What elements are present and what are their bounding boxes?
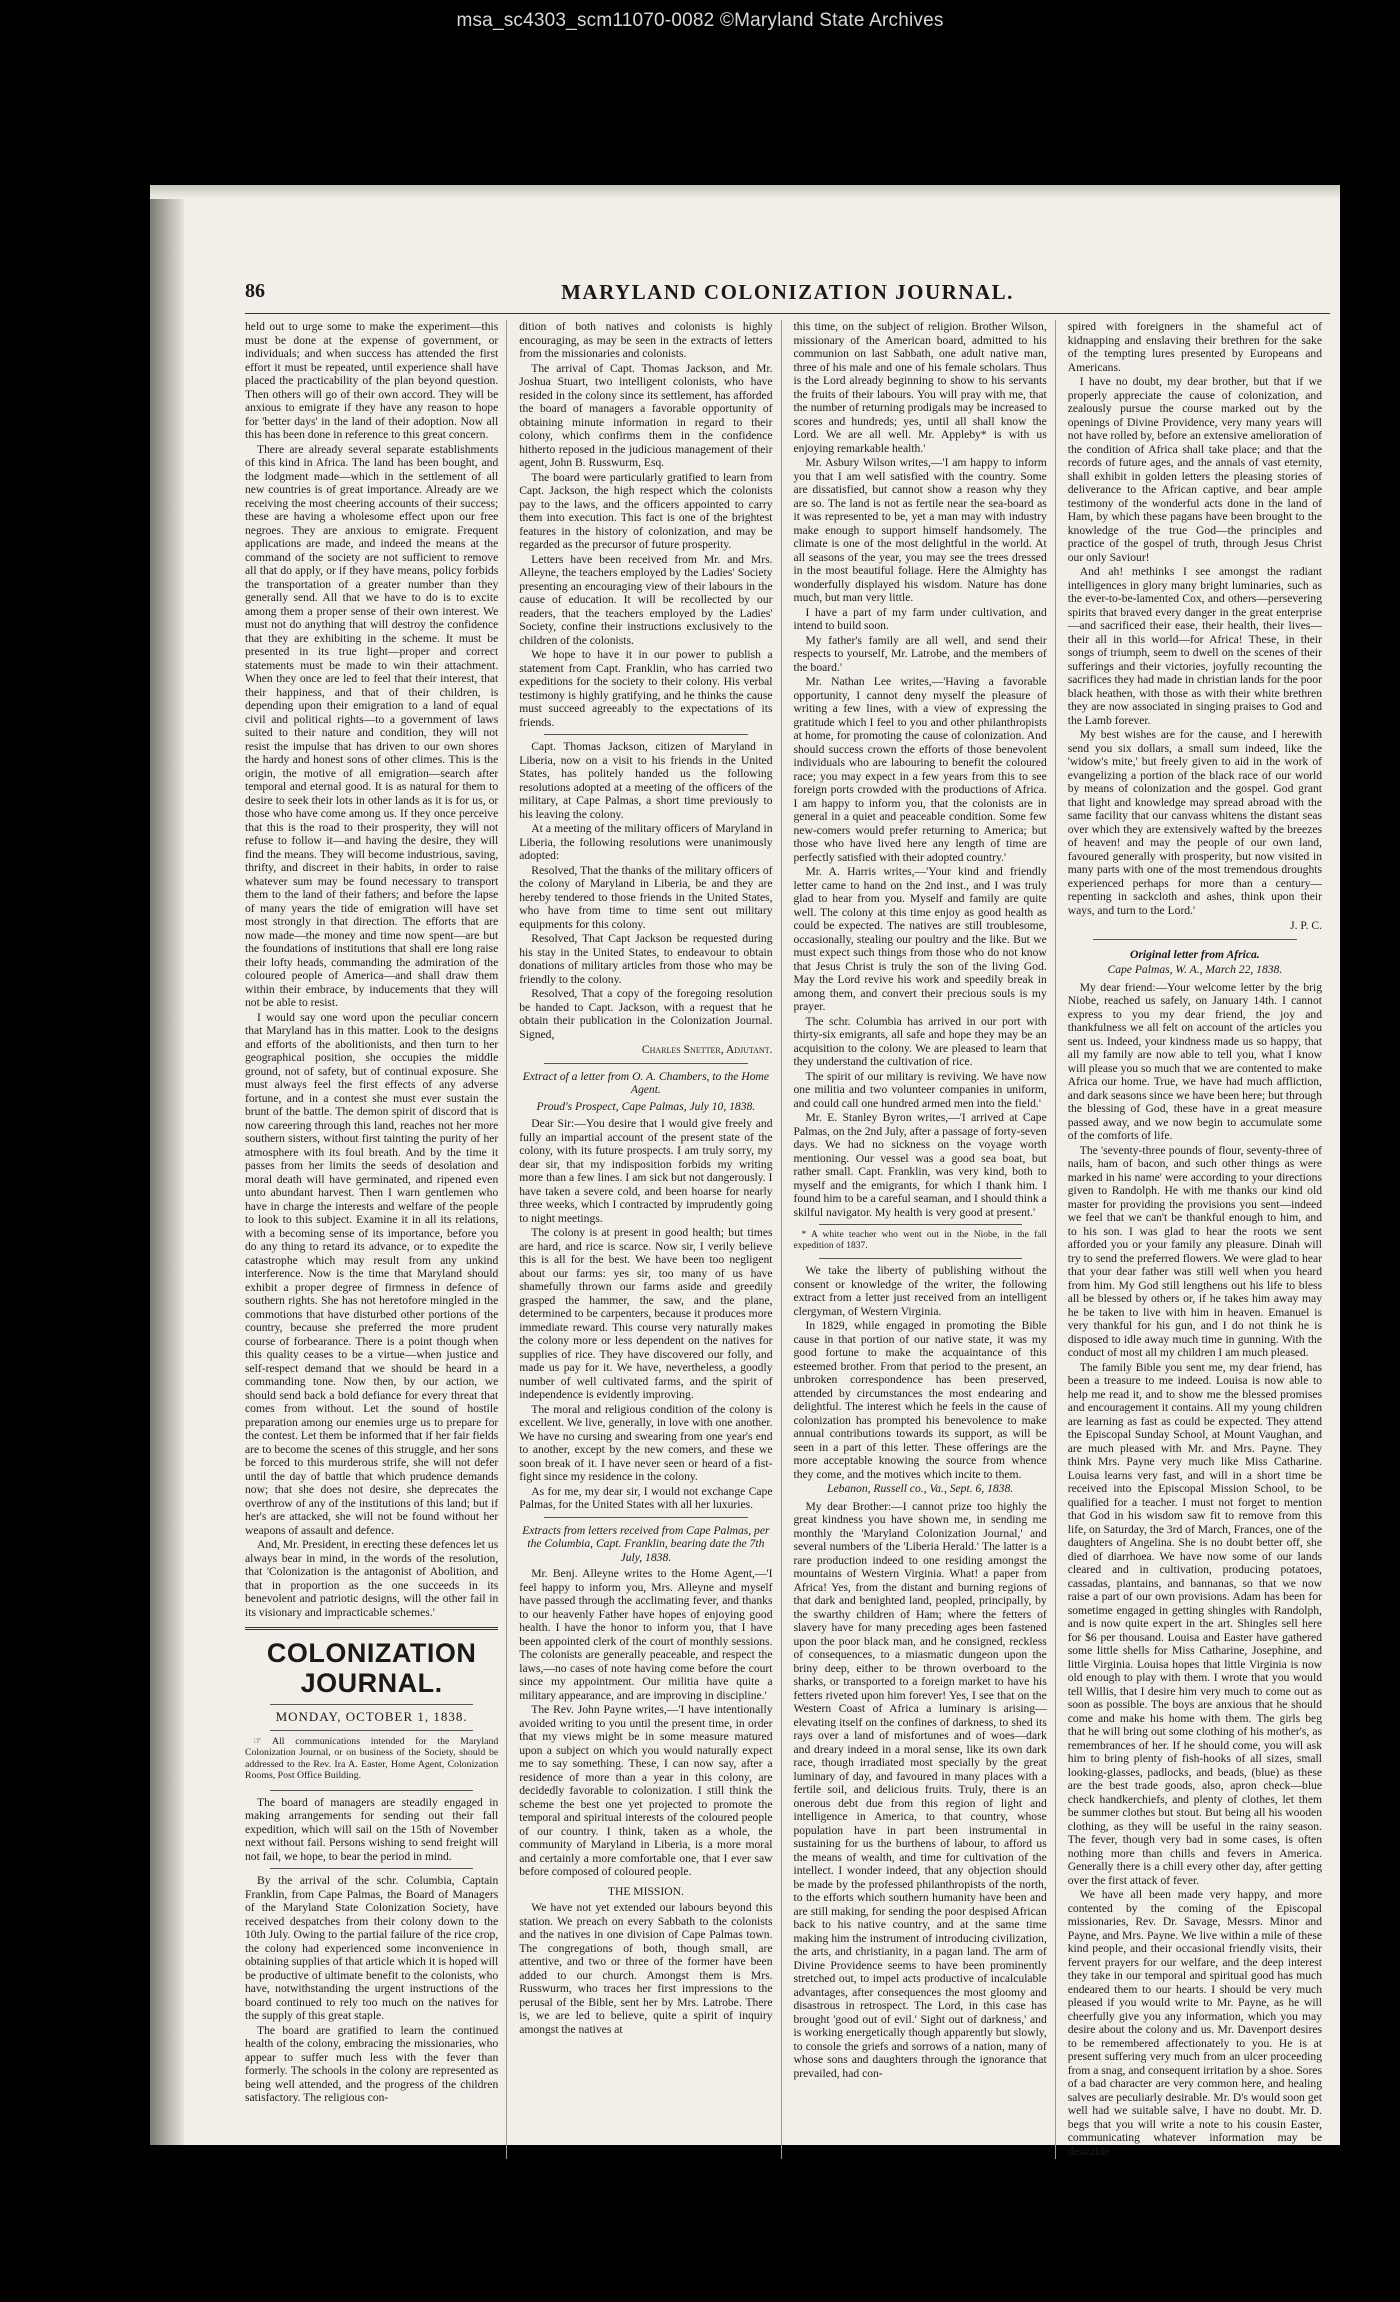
paragraph: Mr. Asbury Wilson writes,—'I am happy to inform you that I am well satisfied with the country. Some are dissatisfied, but cannot show a reason why they are so. The land is not as fertile near the sea-board as it was represented to be, yet a man may with industry make enough to support himself handsomely. The climate is one of the most delightful in the world. At all seasons of the year, you may see the trees dressed in the most beautiful foliage. Here the Almighty has wonderfully displayed his wisdom. Nature has done much, but man very little.	[793, 456, 1047, 604]
column-4	[1068, 320, 1330, 2159]
running-head	[245, 280, 1330, 310]
paragraph: There are already several separate establishments of this kind in Africa. The land has been bought, and the lodgment made—which in the settlement of all new countries is of great importance. Already are we receiving the most cheering accounts of their success; these are having a wholesome effect upon our free negroes. They are anxious to emigrate. Frequent applications are made, and indeed the means at the command of the society are not sufficient to remove all that do apply, or if they have means, policy forbids the transportation of a greater number than they generally send. All that we have to do is to excite among them a proper sense of their own interest. We must not do anything that will destroy the confidence that they are exhibiting in the scheme. It must be presented in its true light—proper and correct statements must be made to win their attachment. When they once are led to feel that their interest, that their happiness, and that of their children, is depending upon their emigration to a land of equal civil and political rights—to a government of laws suited to their nature and condition, they will not resist the impulse that has driven to our own shores the hardy and honest sons of other climes. This is the origin, the motive of all emigration—search after temporal and eternal good. It is as natural for them to desire to seek their lots in other lands as it is for us, or those who have come among us. If they once perceive that this is the road to their prosperity, they will not refuse to follow it—and having the desire, they will find the means. They will become industrious, saving, thrifty, and discreet in their habits, in order to raise whatever sum may be found necessary to transport them to the land of their fathers; and before the lapse of many years the tide of emigration will have set most strongly in that direction. The efforts that are now made—the money and time now spent—are but the foundations of institutions that shall ere long raise their lofty heads, commanding the admiration of the coloured people of America—and shall draw them within their embrace, by inducements that they will not be able to resist.	[245, 442, 499, 1009]
column-2	[519, 320, 781, 2159]
paragraph: My dear friend:—Your welcome letter by the brig Niobe, reached us safely, on January 14th. I cannot express to you my dear friend, the joy and thankfulness we all felt on account of the articles you sent us. Indeed, your kindness made us so happy, that all my family are now able to tell you, what I know will please you so much that we are contented to make Africa our home. True, we have had much affliction, and dark seasons since we have been here; but through the blessing of God, these have in a great measure passed away, and we now begin to accumulate some of the comforts of life.	[1067, 980, 1322, 1142]
paragraph: Mr. E. Stanley Byron writes,—'I arrived at Cape Palmas, on the 2nd July, after a passage of forty-seven days. We had no sickness on the voyage worth mentioning. Our vessel was a good sea boat, but rather small. Capt. Franklin, was very kind, both to myself and the emigrants, for which I thank him. I found him to be a careful seaman, and I should think a skilful navigator. My health is very good at present.'	[793, 1111, 1047, 1219]
paragraph: The schr. Columbia has arrived in our port with thirty-six emigrants, all safe and hope they may be an acquisition to the colony. We are pleased to learn that they understand the cultivation of rice.	[793, 1014, 1047, 1068]
article-heading: Original letter from Africa.	[1130, 947, 1260, 961]
page-edge	[150, 185, 1340, 199]
section-heading: THE MISSION.	[607, 1884, 684, 1898]
paragraph: Dear Sir:—You desire that I would give freely and fully an impartial account of the present state of the colony, with its future prospects. I am truly sorry, my dear sir, that my indisposition forbids my writing more than a few lines. I am sick but not dangerously. I have taken a severe cold, and been hoarse for nearly three weeks, which I contracted by imprudently going to night meetings.	[519, 1117, 773, 1225]
divider	[270, 1730, 473, 1731]
paragraph: Mr. A. Harris writes,—'Your kind and friendly letter came to hand on the 2nd inst., and I was truly glad to hear from you. Myself and family are quite well. The colony at this time enjoy as good health as could be expected. The natives are still troublesome, occasionally, stealing our poultry and the like. But we must expect such things from those who do not know that Jesus Christ is truly the son of the living God. May the Lord revive his work and speedily break in among them, and convert their precious souls is my prayer.	[793, 865, 1047, 1013]
page-number: 86	[245, 280, 265, 302]
paragraph: The spirit of our military is reviving. We have now one militia and two volunteer companies in uniform, and could call one hundred armed men into the field.'	[793, 1069, 1047, 1110]
paragraph: Capt. Thomas Jackson, citizen of Maryland in Liberia, now on a visit to his friends in the United States, has politely handed us the following resolutions adopted at a meeting of the officers of the military, at Cape Palmas, a short time previously to his leaving the colony.	[519, 740, 773, 821]
paragraph: We have all been made very happy, and more contented by the coming of the Episcopal missionaries, Rev. Dr. Savage, Messrs. Minor and Payne, and Mrs. Payne. We live within a mile of these kind people, and their occasional friendly visits, their fervent prayers for our welfare, and the deep interest they take in our temporal and spiritual good has much endeared them to our hearts. I should be very much pleased if you would write to Mr. Payne, as he will cheerfully give you any information, which you may desire about the colony and us. Mr. Davenport desires to be remembered affectionately to you. He is at present suffering very much from an ulcer proceeding from a snag, and consequent irritation by a shoe. Sores of a bad character are very common here, and healing salves are peculiarly desirable. Mr. D's would soon get well had we suitable salve, I have no doubt. Mr. D. begs that you will write a note to his cousin Easter, communicating whatever information may be desirable	[1067, 1888, 1322, 2158]
paragraph: The board are gratified to learn the continued health of the colony, embracing the missionaries, who appear to suffer much less with the fever than formerly. The schools in the colony are represented as being well attended, and the progress of the children satisfactory. The religious con-	[245, 2023, 499, 2104]
paragraph: Resolved, That Capt Jackson be requested during his stay in the United States, to endeavour to obtain donations of military articles from those who may be friendly to the colony.	[519, 932, 773, 986]
paragraph: My best wishes are for the cause, and I herewith send you six dollars, a small sum indeed, like the 'widow's mite,' but freely given to aid in the work of evangelizing a portion of the black race of our world by means of colonization and the gospel. God grant that light and knowledge may spread abroad with the same facility that our canvass whitens the distant seas over which they are extensively wafted by the breezes of heaven! and may the people of our own land, favoured generally with prosperity, but now visited in many parts with one of the most tremendous droughts experienced perhaps for more than a century—repenting in sackcloth and ashes, think upon their ways, and turn to the Lord.'	[1067, 728, 1322, 917]
paragraph: I would say one word upon the peculiar concern that Maryland has in this matter. Look to the designs and efforts of the abolitionists, and then turn to her geographical position, she occupies the middle ground, not of safety, but of continual exposure. She must always feel the first effects of any adverse fortune, and in a contest she must ever sustain the brunt of the battle. The demon spirit of discord that is now careering through this land, reaches not her more southern sisters, without first tainting the purity of her atmosphere with its foul breath. And by the time it passes from her limits the seeds of desolation and moral death will have germinated, and ripened even unto abundant harvest. Then I warn gentlemen who have in charge the interests and welfare of the people to look to this subject. Examine it in all its relations, with a becoming sense of its importance, before you do any thing to retard its advance, or to expedite the catastrophe which may result from any unkind interference. Now is the time that Maryland should exhibit a proper degree of firmness in defence of southern rights. She has not heretofore mingled in the commotions that have disturbed other portions of the country, because she preferred the more prudent course of forbearance. There is a point though when this quality ceases to be a virtue—when justice and self-respect demand that we should be heard in a commanding tone. Now then, by our action, we should send back a bold defiance for every threat that comes from without. Let the sound of hostile preparation among our enemies urge us to prepare for the contest. Let them be informed that if her fair fields are to become the scenes of this struggle, and her sons be forced to this murderous strife, she will not defer until the day of battle that which prudence demands now; that she does not desire, she deprecates the overthrow of any of the institutions of this land; but if her's are attacked, she will not be found without her weapons of assault and defence.	[245, 1010, 499, 1537]
divider	[819, 1224, 1022, 1225]
article-heading: Extract of a letter from O. A. Chambers, to the Home Agent.	[522, 1069, 770, 1096]
paragraph: spired with foreigners in the shameful act of kidnapping and enslaving their brethren for the sake of the tempting lures presented by Europeans and Americans.	[1067, 320, 1322, 374]
divider	[819, 1258, 1022, 1259]
column-3	[794, 320, 1056, 2159]
scan-background	[0, 0, 150, 2302]
divider	[270, 1868, 473, 1869]
dateline: Proud's Prospect, Cape Palmas, July 10, 1838.	[536, 1099, 756, 1113]
notice: ☞ All communications intended for the Maryland Colonization Journal, or on business of the Society, should be addressed to the Rev. Ira A. Easter, Home Agent, Colonization Rooms, Post Office Building.	[245, 1735, 499, 1781]
article-heading: Extracts from letters received from Cape Palmas, per the Columbia, Capt. Franklin, bearing date the 7th July, 1838.	[522, 1523, 770, 1564]
dateline: Lebanon, Russell co., Va., Sept. 6, 1838.	[827, 1482, 1014, 1495]
paragraph: Letters have been received from Mr. and Mrs. Alleyne, the teachers employed by the Ladies' Society presenting an encouraging view of their labours in the cause of education. It will be recollected by our readers, that the teachers employed by the Ladies' Society, confine their instructions exclusively to the children of the colonists.	[519, 552, 773, 647]
paragraph: As for me, my dear sir, I would not exchange Cape Palmas, for the United States with all her luxuries.	[519, 1484, 773, 1511]
paragraph: The moral and religious condition of the colony is excellent. We live, generally, in love with one another. We have no cursing and swearing from one year's end to another, except by the new comers, and these we soon break of it. I have never seen or heard of a fist-fight since my residence in the colony.	[519, 1402, 773, 1483]
paragraph: And ah! methinks I see amongst the radiant intelligences in glory many bright luminaries, such as the ever-to-be-lamented Cox, and others—persevering spirits that braved every danger in the great enterprise—and sacrificed their ease, their health, their lives—their all in this world—for Africa! These, in their songs of triumph, seem to dwell on the scenes of their sufferings and their victories, joyfully recounting the sacrifices they had made in christian lands for the poor black heathen, with those as with their white brethren they are now associated in singing praises to God and the Lamb forever.	[1067, 565, 1322, 727]
paragraph: The colony is at present in good health; but times are hard, and rice is scarce. Now sir, I verily believe this is all for the best. We have been too negligent about our farms: yes sir, too many of us have shamefully thrown our farms aside and greedily grasped the hammer, the saw, and the plane, determined to be carpenters, because it produces more immediate reward. This course very naturally makes the colony more or less dependent on the natives for supplies of rice. They have discovered our folly, and made us pay for it. We have, nevertheless, a goodly number of well cultivated farms, and the spirit of independence is evidently improving.	[519, 1226, 773, 1401]
divider	[270, 1704, 473, 1705]
paragraph: At a meeting of the military officers of Maryland in Liberia, the following resolutions were unanimously adopted:	[519, 822, 773, 862]
section-divider	[245, 1627, 498, 1630]
journal-page	[150, 185, 1340, 2158]
paragraph: The board were particularly gratified to learn from Capt. Jackson, the high respect which the colonists pay to the laws, and the officers appointed to carry them into execution. This fact is one of the brightest features in the history of colonization, and may be regarded as the precursor of future prosperity.	[519, 470, 773, 551]
masthead: COLONIZATION JOURNAL.	[266, 1638, 477, 1698]
paragraph: By the arrival of the schr. Columbia, Captain Franklin, from Cape Palmas, the Board of Managers of the Maryland State Colonization Society, have received despatches from their colony down to the 10th July. Owing to the partial failure of the rice crop, the colony had experienced some inconvenience in obtaining supplies of that article which it is hoped will be productive of ultimate benefit to the colonists, who have, notwithstanding the urgent instructions of the board continued to rely too much on the natives for the supply of this great staple.	[245, 1874, 499, 2022]
divider	[544, 1063, 747, 1064]
journal-title: MARYLAND COLONIZATION JOURNAL.	[561, 280, 1014, 304]
divider	[544, 734, 747, 735]
paragraph: Mr. Nathan Lee writes,—'Having a favorable opportunity, I cannot deny myself the pleasure of writing a few lines, with a view of expressing the gratitude which I feel to you and other philanthropists at home, for promoting the cause of colonization. And should success crown the efforts of those benevolent individuals who are labouring to benefit the coloured race; you may expect in a few years from this to see foreign ports crowded with the productions of Africa. I am happy to inform you, that the colonists are in general in a quiet and peaceable condition. Some few new-comers would prefer returning to America; but those who have lived here any length of time are perfectly satisfied with their adopted country.'	[793, 675, 1047, 864]
column-1	[245, 320, 507, 2159]
paragraph: We hope to have it in our power to publish a statement from Capt. Franklin, who has carried two expeditions for the society to their colony. His verbal testimony is highly gratifying, and he thinks the cause must succeed agreeably to the expectations of its friends.	[519, 648, 773, 729]
paragraph: this time, on the subject of religion. Brother Wilson, missionary of the American board, admitted to his communion on last Sabbath, one adult native man, three of his male and one of his female scholars. Thus is the Lord already beginning to show to his servants the fruits of their labours. You will pray with me, that the number of returning prodigals may be increased to scores and hundreds; yes, until all shall know the Lord. We are all well. Mr. Appleby* is with us enjoying remarkable health.'	[793, 320, 1047, 455]
article-columns	[245, 320, 1330, 2158]
paragraph: The board of managers are steadily engaged in making arrangements for sending out their fall expedition, which will sail on the 15th of November next without fail. Persons wishing to send freight will not fail, we hope, to bear the period in mind.	[245, 1795, 499, 1863]
paragraph: Resolved, That the thanks of the military officers of the colony of Maryland in Liberia, be and they are hereby tendered to those friends in the United States, who have from time to time sent out military equipments for this colony.	[519, 863, 773, 931]
signature: J. P. C.	[1290, 919, 1322, 932]
paragraph: And, Mr. President, in erecting these defences let us always bear in mind, in the words of the resolution, that 'Colonization is the antagonist of Abolition, and that in proportion as the one succeeds in its benevolent and patriotic designs, will the other fail in its visionary and impracticable schemes.'	[245, 1538, 499, 1619]
divider	[1093, 939, 1297, 940]
divider	[270, 1790, 473, 1791]
paragraph: We take the liberty of publishing without the consent or knowledge of the writer, the following extract from a letter just received from an intelligent clergyman, of Western Virginia.	[793, 1264, 1047, 1318]
paragraph: We have not yet extended our labours beyond this station. We preach on every Sabbath to the colonists and the natives in one division of Cape Palmas town. The congregations of both, though small, are attentive, and two or three of the former have been added to our church. Amongst them is Mrs. Russwurm, who traces her first impressions to the perusal of the Bible, sent her by Mrs. Latrobe. There is, we are led to believe, quite a spirit of inquiry amongst the natives at	[519, 1901, 773, 2036]
archive-header: msa_sc4303_scm11070-0082 ©Maryland State Archives	[456, 10, 944, 31]
paragraph: Mr. Benj. Alleyne writes to the Home Agent,—'I feel happy to inform you, Mrs. Alleyne and myself have passed through the acclimating fever, and thanks to our heavenly Father have hopes of enjoying good health. I have the honor to inform you, that I have been appointed clerk of the court of monthly sessions. The colonists are generally peaceable, and respect the laws,—no cases of note having come before the court since my appointment. Our militia have quite a military appearance, and are improving in discipline.'	[519, 1567, 773, 1702]
paragraph: My father's family are all well, and send their respects to yourself, Mr. Latrobe, and the members of the board.'	[793, 633, 1047, 674]
paragraph: I have a part of my farm under cultivation, and intend to build soon.	[793, 605, 1047, 632]
paragraph: The family Bible you sent me, my dear friend, has been a treasure to me indeed. Louisa is now able to help me read it, and to show me the blessed promises and encouragement it contains. All my young children are learning as fast as could be expected. They attend the Episcopal Sunday School, at Mount Vaughan, and are much pleased with Mr. and Mrs. Payne. They think Mrs. Payne very much like Miss Catharine. Louisa learns very fast, and will in a short time be received into the Episcopal Mission School, to be qualified for a teacher. I must not forget to mention that God in his wisdom saw fit to remove from this life, on Saturday, the 3rd of March, Frances, one of the daughters of Angelina. She is no doubt better off, she died of diarrhoea. We have now some of our lands cleared and in cultivation, producing potatoes, cassadas, plantains, and bannanas, so that we now raise a part of our own provisions. Adam has been for sometime engaged in getting shingles with Randolph, and is now quite expert in the art. Shingles sell here for $6 per thousand. Louisa and Easter have gathered some little shells for Miss Catharine, Josephine, and little Virginia. Louisa hopes that little Virginia is now old enough to play with them. I wrote that you would tell Willis, that I desire him very much to come out as soon as possible. The boys are anxious that he should come and make his home with them. The girls beg that he will bring out some clothing of his mother's, as remembrances of her. If he should come, you will ask him to bring plenty of fish-hooks of all sizes, small looking-glasses, padlocks, and beads, (blue) as these are the best trade goods, also, apron check—blue check handkerchiefs, and plenty of clothes, let them be summer clothes but stout. But being all his wooden clothing, as they will be useful in the rainy season. The fever, though very bad in some cases, is often nothing more than chills and fevers in America. Generally there is a chill every other day, after getting over the first attack of fever.	[1067, 1360, 1322, 1887]
paragraph: The Rev. John Payne writes,—'I have intentionally avoided writing to you until the present time, in order that my views might be in some measure matured upon a subject on which you would naturally expect me to say something. These, I can now say, after a residence of more than a year in this colony, are decidedly favorable to colonization. I still think the scheme the best one yet projected to promote the temporal and spiritual interests of the coloured people of our country. I think, taken as a whole, the community of Maryland in Liberia, is a more moral and certainly a more comfortable one, that I ever saw before composed of coloured people.	[519, 1703, 773, 1878]
paragraph: held out to urge some to make the experiment—this must be done at the expense of government, or individuals; and when success has attended the first effort it must be repeated, until experience shall have placed the practicability of the plan beyond question. Then others will go of their own accord. They will be anxious to emigrate if they have any reason to hope for 'better days' in the land of their adoption. Now all this has been done in reference to this great concern.	[245, 320, 499, 441]
page-binding-gutter	[150, 185, 184, 2145]
paragraph: The 'seventy-three pounds of flour, seventy-three of nails, ham of bacon, and such other things as were marked in his name' were according to your directions given to Randolph. He with me thanks our kind old master for providing the provisions you sent—indeed we feel that we can't be thankful enough to him, and to his son. I was glad to hear the roots we sent afforded you or your family any pleasure. Dinah will try to send the preferred flowers. We were glad to hear that your dear father was still well when you heard from him. My God still lengthens out his life to bless all be blessed by others or, if he takes him away may he be taken to live with him in heaven. Emanuel is very thankful for his gun, and I do not think he is disposed to idle away much time in gunning. With the conduct of most all my children I am much pleased.	[1067, 1143, 1322, 1359]
header-rule	[245, 313, 1330, 314]
paragraph: In 1829, while engaged in promoting the Bible cause in that portion of our native state, it was my good fortune to make the acquaintance of this esteemed brother. From that period to the present, an unbroken correspondence has been preserved, attended by circumstances the most endearing and delightful. The interest which he feels in the cause of colonization has prompted his benevolence to make annual contributions towards its support, as will be seen in a part of this letter. These offerings are the more acceptable knowing the source from whence they come, and the motives which incite to them.	[793, 1319, 1047, 1481]
divider	[544, 1517, 747, 1518]
paragraph: dition of both natives and colonists is highly encouraging, as may be seen in the extracts of letters from the missionaries and colonists.	[519, 320, 773, 360]
signature: Charles Snetter, Adjutant.	[641, 1043, 773, 1056]
footnote: * A white teacher who went out in the Niobe, in the fall expedition of 1837.	[793, 1230, 1047, 1251]
dateline: Cape Palmas, W. A., March 22, 1838.	[1107, 963, 1283, 976]
issue-date: MONDAY, OCTOBER 1, 1838.	[275, 1709, 468, 1724]
paragraph: My dear Brother:—I cannot prize too highly the great kindness you have shown me, in sending me monthly the 'Maryland Colonization Journal,' and several numbers of the 'Liberia Herald.' The latter is a rare production indeed to one residing amongst the mountains of Western Virginia. What! a paper from Africa! Yes, from the distant and burning regions of that dark and benighted land, peopled, principally, by the swarthy children of Ham; where the fetters of slavery have for many preceding ages been fastened upon the poor black man, and he consigned, reckless of consequences, to a miasmatic dungeon upon the briny deep, either to be thrown overboard to the sharks, or transported to a foreign market to have his fetters riveted upon him forever! Yes, I see that on the Western Coast of Africa a luminary is arising—elevating itself on the confines of darkness, to shed its rays over a land of misfortunes and of woes—dark and dreary indeed in a moral sense, like its own dark race, though irradiated most specially by the great luminary of day, and favoured in many places with a fertile soil, and delicious fruits. Truly, there is an onerous debt due from this region of light and intelligence in America, to that country, whose population have in part been instrumental in sustaining for us the burthens of labour, to afford us the means of wealth, and time for cultivation of the intellect. I wonder indeed, that any objection should be made by the professed philanthropists of the north, to the efforts which southern humanity have been and are still making, for sending the poor despised African back to his native country, and at the same time making him the instrument of introducing civilization, the arts, and christianity, in a pagan land. The arm of Divine Providence seems to have been prominently stretched out, to impel acts productive of incalculable advantages, after consequences the most gloomy and disastrous in retrospect. The Lord, in this case has brought 'good out of evil.' Sight out of darkness,' and is working energetically though apparently but slowly, to console the griefs and sorrows of a nation, many of whose sons and daughters through the ignorance that prevailed, had con-	[793, 1499, 1047, 2080]
paragraph: Resolved, That a copy of the foregoing resolution be handed to Capt. Jackson, with a request that he obtain their publication in the Colonization Journal. Signed,	[519, 987, 773, 1041]
paragraph: I have no doubt, my dear brother, but that if we properly appreciate the cause of colonization, and zealously pursue the course marked out by the openings of Divine Providence, very many years will not have rolled by, before an extensive amelioration of the condition of Africa shall take place; and that the records of future ages, and the annals of vast eternity, shall exhibit in golden letters the pleasing stories of deliverance to the African captive, and bear ample testimony of the wonderful acts done in the land of Ham, by which these pagans have been brought to the knowledge of the true God—the principles and practice of the gospel of truth, through Jesus Christ our only Saviour!	[1067, 375, 1322, 564]
paragraph: The arrival of Capt. Thomas Jackson, and Mr. Joshua Stuart, two intelligent colonists, who have resided in the colony since its settlement, has afforded the board of managers a favorable opportunity of obtaining minute information in regard to their colony, which confirms them in the confidence hitherto reposed in the judicious management of their agent, John B. Russwurm, Esq.	[519, 361, 773, 469]
